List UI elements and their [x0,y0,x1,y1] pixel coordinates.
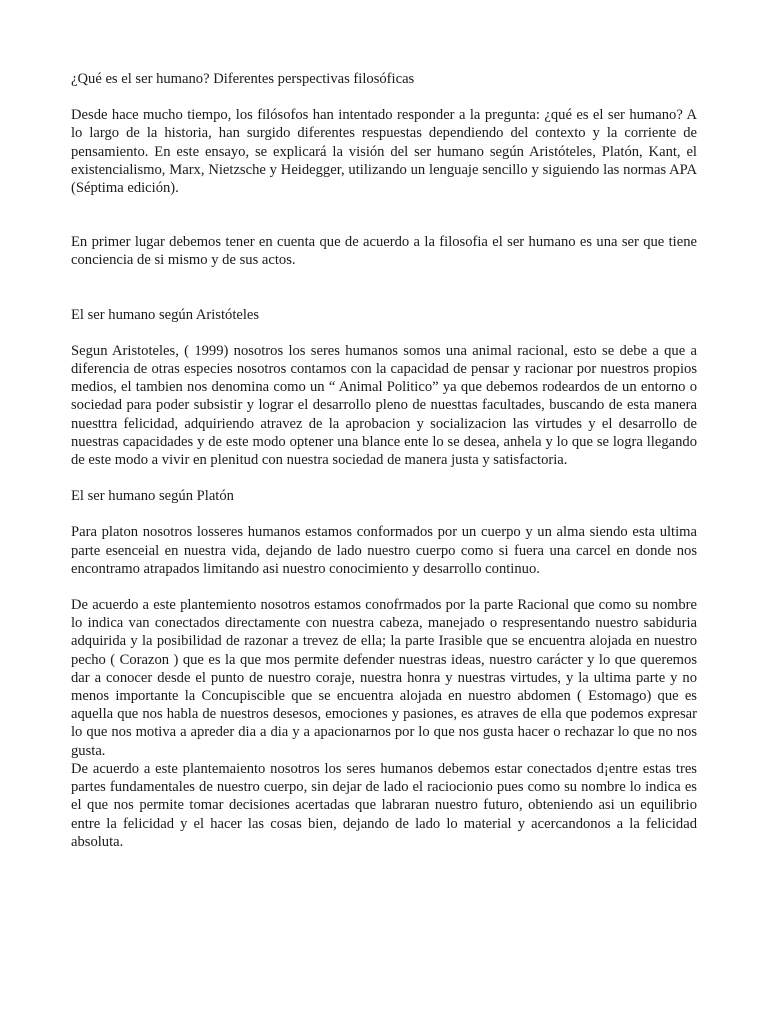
platon-paragraph-1: Para platon nosotros losseres humanos estamos conformados por un cuerpo y un alma siendo esta ultima parte esenceial en nuestra vida, dejando de lado nuestro cuerpo como si fuera una carcel en donde nos encontramo atrapados limitando asi nuestro conocimiento y desarrollo continuo. [71,524,697,577]
aristoteles-heading: El ser humano según Aristóteles [71,306,260,323]
document-page [71,70,697,851]
platon-paragraph-2: De acuerdo a este plantemiento nosotros estamos conofrmados por la parte Racional que como su nombre lo indica van conectados directamente con nuestra cabeza, manejado o respresentando nuestro sabiduria adquirida y la posibilidad de razonar a trevez de ella; la parte Irasible que se encuentra alojada en nuestro pecho ( Corazon ) que es la que mos permite defender nuestras ideas, nuestro carácter y lo que queremos dar a conocer desde el punto de nuestro coraje, nuestra honra y nuestras virtudes, y la ultima parte y no menos importante la Concupiscible que se encuentra alojada en nuestro abdomen ( Estomago) que es aquella que nos habla de nuestros desesos, emociones y pasiones, es atraves de ella que podemos expresar lo que nos motiva a apreder dia a dia y a apacionarnos por lo que nos gusta hacer o rechazar lo que no nos gusta. [71,597,697,759]
aristoteles-paragraph: Segun Aristoteles, ( 1999) nosotros los seres humanos somos una animal racional, esto se debe a que a diferencia de otras especies nosotros contamos con la capacidad de pensar y racionar por nuestros propios medios, el tambien nos denomina como un “ Animal Politico” ya que debemos rodeardos de un entorno o sociedad para poder subsistir y lograr el desarrollo pleno de nuesttas facultades, buscando de esta manera nuesttra felicidad, adquiriendo atravez de la aprobacion y socializacion las virtudes y el desarrollo de nuestras capacidades y de este modo optener una blance ente lo se desea, anhela y lo que se logra llegando de este modo a vivir en plenitud con nuestra sociedad de manera justa y satisfactoria. [71,342,697,469]
document-title: ¿Qué es el ser humano? Diferentes perspectivas filosóficas [71,71,415,87]
platon-heading: El ser humano según Platón [71,488,234,505]
intro-paragraph: Desde hace mucho tiempo, los filósofos han intentado responder a la pregunta: ¿qué es el ser humano? A lo largo de la historia, han surgido diferentes respuestas dependiendo del contexto y la corriente de pensamiento. En este ensayo, se explicará la visión del ser humano según Aristóteles, Platón, Kant, el existencialismo, Marx, Nietzsche y Heidegger, utilizando un lenguaje sencillo y siguiendo las normas APA (Séptima edición). [71,107,697,197]
platon-paragraph-3: De acuerdo a este plantemaiento nosotros los seres humanos debemos estar conectados d¡entre estas tres partes fundamentales de nuestro cuerpo, sin dejar de lado el raciocionio pues como su nombre lo indica es el que nos permite tomar decisiones acertadas que labraran nuestro futuro, obteniendo asi un equilibrio entre la felicidad y el hacer las cosas bien, dejando de lado lo material y acercandonos a la felicidad absoluta. [71,760,697,850]
first-point-paragraph: En primer lugar debemos tener en cuenta que de acuerdo a la filosofia el ser humano es una ser que tiene conciencia de si mismo y de sus actos. [71,234,697,269]
